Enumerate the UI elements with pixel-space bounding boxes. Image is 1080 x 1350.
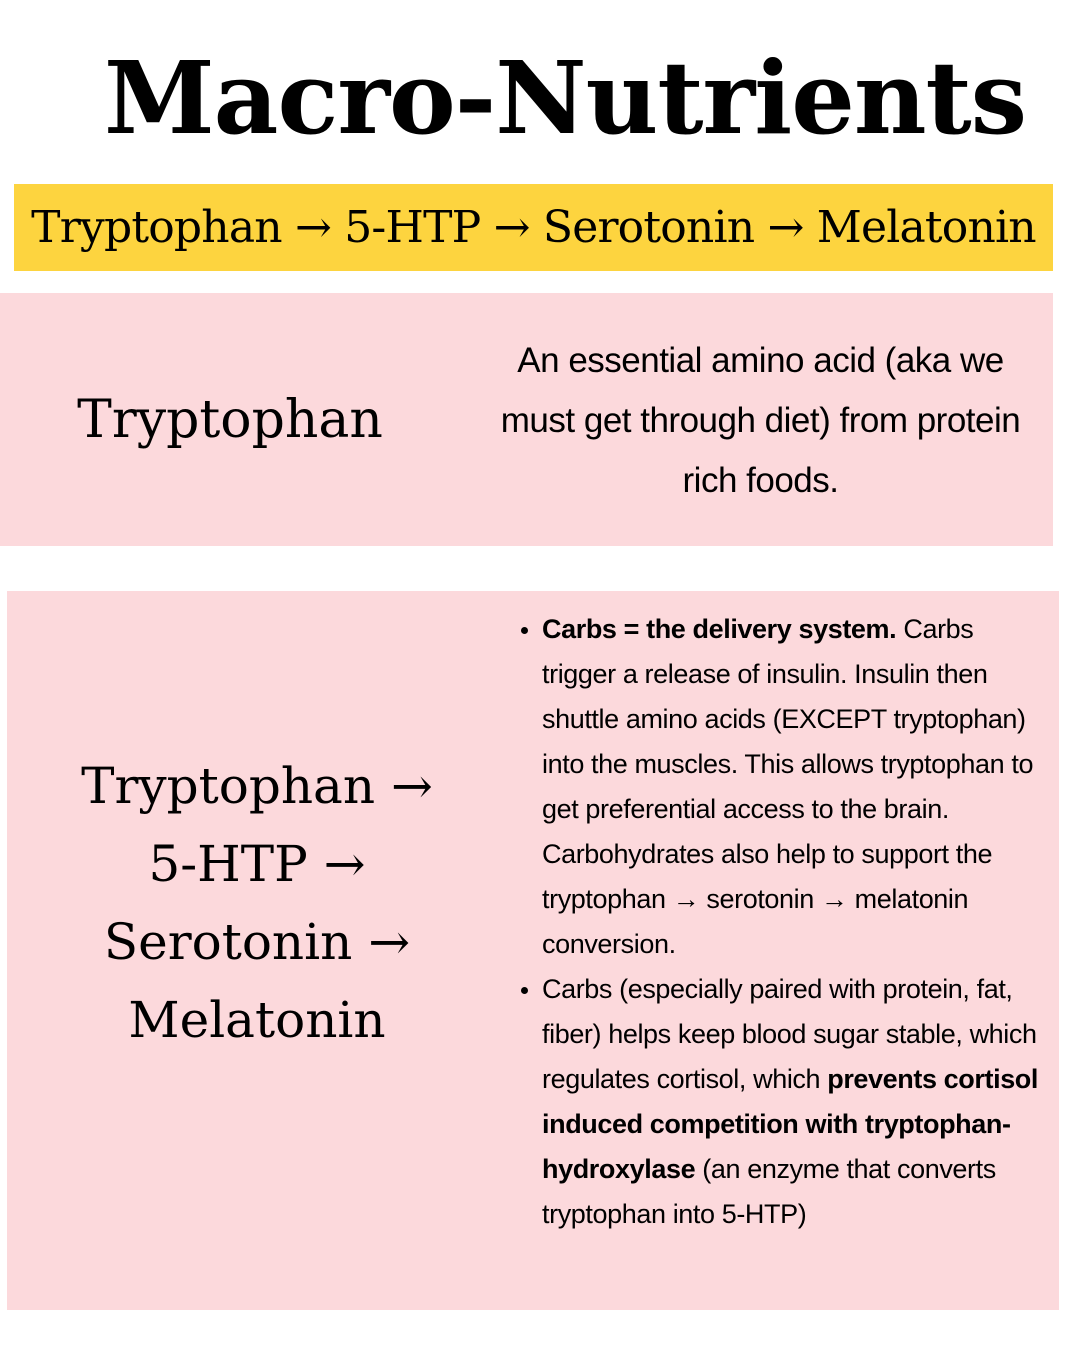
- tryptophan-description: An essential amino acid (aka we must get through diet) from protein rich foods.: [500, 341, 1021, 500]
- pathway-term-line: Melatonin: [128, 991, 386, 1049]
- pathway-term: [47, 747, 467, 1059]
- pathway-banner-text: Tryptophan → 5-HTP → Serotonin → Melatonin: [31, 202, 1036, 253]
- bullet-text: Carbs trigger a release of insulin. Insulin then shuttle amino acids (EXCEPT tryptophan) into the muscles. This allows tryptophan to get preferential access to the brain. Carbohydrates also help to support the tryptophan → serotonin → melatonin conversion.: [542, 614, 1034, 959]
- carbs-bullet-list: [502, 607, 1050, 1237]
- bullet-bold-lead: Carbs = the delivery system.: [542, 614, 897, 644]
- bullet-text: (an enzyme that converts tryptophan into 5-HTP): [542, 1154, 996, 1229]
- tryptophan-term: Tryptophan: [77, 389, 383, 450]
- pathway-term-line: 5-HTP →: [148, 835, 366, 893]
- carbs-card: [7, 591, 1059, 1310]
- pathway-term-line: Serotonin →: [103, 913, 411, 971]
- bullet-text: Carbs (especially paired with protein, fat, fiber) helps keep blood sugar stable, which regulates cortisol, which: [542, 974, 1037, 1094]
- pathway-term-line: Tryptophan →: [81, 757, 433, 815]
- list-item: [542, 607, 1050, 967]
- page-title: Macro-Nutrients: [103, 39, 1027, 157]
- pathway-banner: [14, 184, 1053, 271]
- list-item: [542, 967, 1050, 1237]
- bullet-bold-mid: prevents cortisol induced competition with tryptophan-hydroxylase: [542, 1064, 1039, 1184]
- tryptophan-card: [0, 293, 1053, 546]
